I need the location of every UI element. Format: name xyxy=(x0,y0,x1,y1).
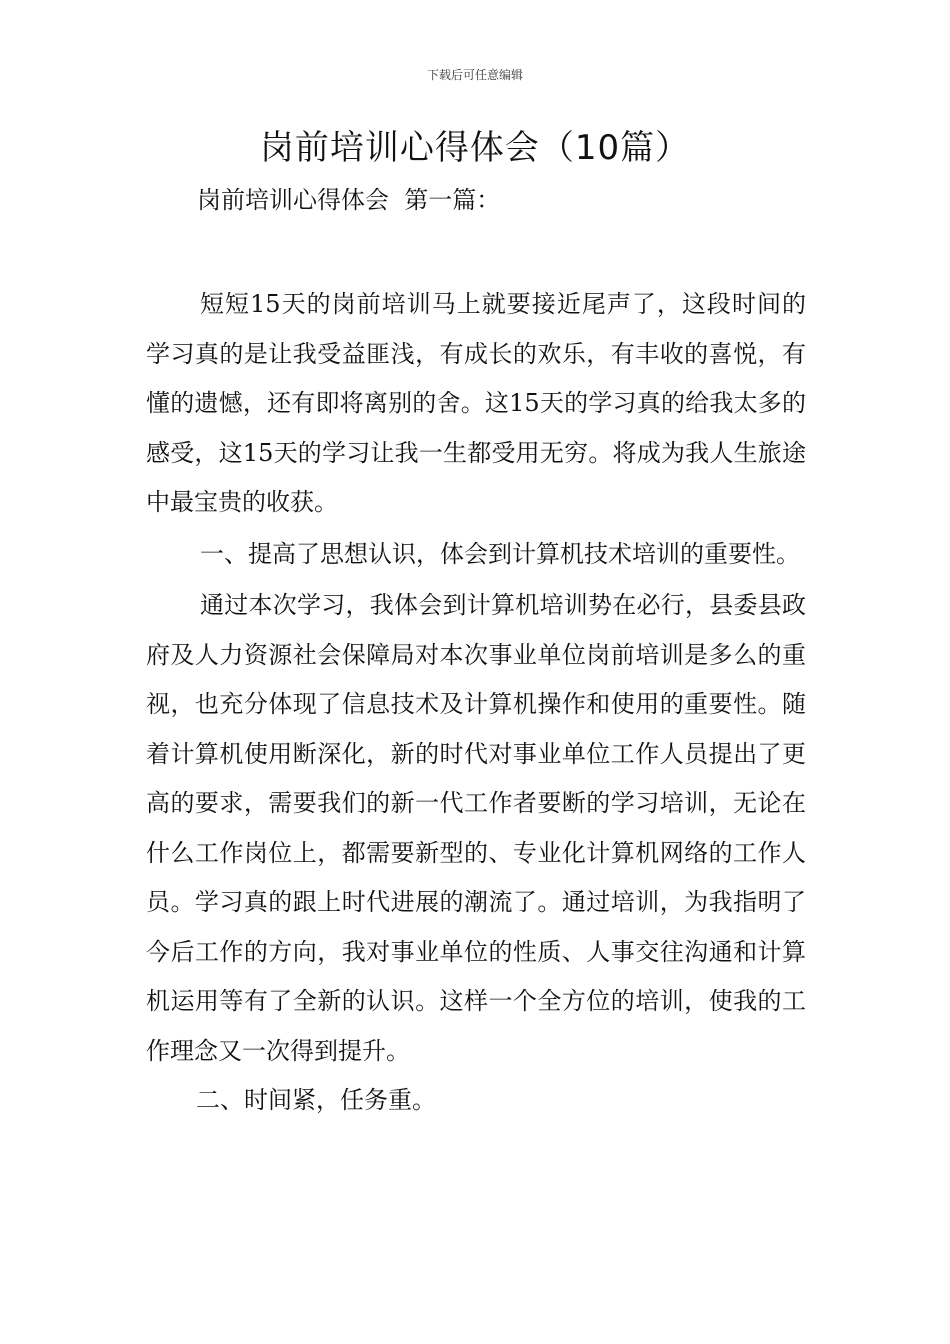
section-heading-2: 二、时间紧，任务重。 xyxy=(196,1086,436,1114)
paragraph-intro: 短短15天的岗前培训马上就要接近尾声了，这段时间的学习真的是让我受益匪浅，有成长的欢乐，有丰收的喜悦，有懂的遗憾，还有即将离别的舍。这15天的学习真的给我太多的感受，这15天的学习让我一生都受用无穷。将成为我人生旅途中最宝贵的收获。 xyxy=(146,290,806,516)
document-body xyxy=(146,280,806,1126)
paragraph-section-1: 通过本次学习，我体会到计算机培训势在必行，县委县政府及人力资源社会保障局对本次事业单位岗前培训是多么的重视，也充分体现了信息技术及计算机操作和使用的重要性。随着计算机使用断深化，新的时代对事业单位工作人员提出了更高的要求，需要我们的新一代工作者要断的学习培训，无论在什么工作岗位上，都需要新型的、专业化计算机网络的工作人员。学习真的跟上时代进展的潮流了。通过培训，为我指明了今后工作的方向，我对事业单位的性质、人事交往沟通和计算机运用等有了全新的认识。这样一个全方位的培训，使我的工作理念又一次得到提升。 xyxy=(146,591,806,1065)
document-title: 岗前培训心得体会（10篇） xyxy=(259,128,691,168)
document-subtitle: 岗前培训心得体会 第一篇： xyxy=(197,186,501,214)
section-heading-1: 一、提高了思想认识，体会到计算机技术培训的重要性。 xyxy=(200,539,800,568)
header-note: 下载后可任意编辑 xyxy=(426,68,523,82)
